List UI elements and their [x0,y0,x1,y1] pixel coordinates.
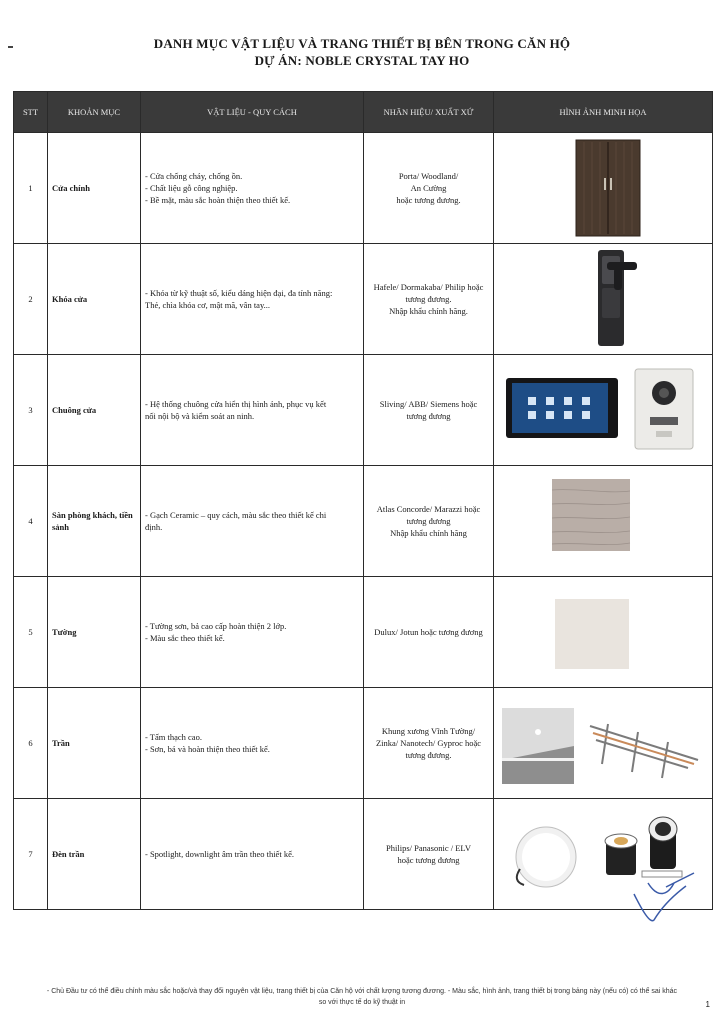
material-line: - Hệ thống chuông cửa hiển thị hình ảnh, phục vụ kết [145,398,327,409]
project-title: DỰ ÁN: NOBLE CRYSTAL TAY HO [254,53,470,68]
row-item: Khóa cửa [48,244,141,355]
row-item: Cửa chính [48,133,141,244]
header-brand: NHÃN HIỆU/ XUẤT XỨ [364,92,494,133]
brand-line: Porta/ Woodland/ [398,170,459,181]
material-line: - Bề mặt, màu sắc hoàn thiện theo thiết kế. [145,195,291,206]
row-image [494,577,713,688]
table-row [14,244,713,355]
row-item: Trần [48,688,141,799]
row-brand [364,688,494,799]
footer-note [0,986,724,1008]
brand-line: tương đương [406,411,451,421]
material-line: - Tấm thạch cao. [145,731,202,742]
row-material [141,244,364,355]
row-item: Tường [48,577,141,688]
brand-line: Philips/ Panasonic / ELV [386,842,471,853]
digital-lock-image [498,244,708,354]
table-row [14,577,713,688]
table-row [14,355,713,466]
row-stt: 2 [14,244,48,355]
brand-line: hoặc tương đương [397,855,460,865]
row-material [141,577,364,688]
material-line: nối nội bộ và kiểm soát an ninh. [145,411,255,421]
row-item: Sàn phòng khách, tiền sảnh [48,466,141,577]
row-stt: 6 [14,688,48,799]
table-row [14,799,713,910]
brand-line: An Cường [410,182,447,193]
row-item: Đèn trần [48,799,141,910]
table-row [14,466,713,577]
materials-table [13,91,713,910]
footer-line-1: - Chủ Đầu tư có thể điều chỉnh màu sắc hoặc/và thay đổi nguyên vật liệu, trang thiết bị của Căn hộ với chất lượng tương đương. - Màu sắc, hình ảnh, trang thiết bị trong bảng này (nếu có) có thể sai khác [46,988,678,995]
material-line: Thẻ, chìa khóa cơ, mật mã, vân tay... [145,300,271,310]
table-row [14,688,713,799]
material-line: - Gạch Ceramic – quy cách, màu sắc theo thiết kế chi [145,509,327,520]
brand-line: Sliving/ ABB/ Siemens hoặc [379,398,478,409]
page-number: 1 [705,1000,710,1009]
video-doorbell-image [498,355,708,465]
footer-line-2: so với thực tế do kỹ thuật in [318,999,406,1007]
material-line: - Sơn, bả và hoàn thiện theo thiết kế. [145,744,270,754]
row-material [141,799,364,910]
brand-line: tương đương. [405,750,452,761]
brand-line: tương đương [406,515,451,526]
header-image: HÌNH ẢNH MINH HỌA [494,92,713,133]
row-stt: 1 [14,133,48,244]
signature-mark [630,880,710,930]
row-image [494,244,713,355]
ceramic-tile-image [498,466,708,576]
brand-line: Dulux/ Jotun hoặc tương đương [374,626,483,637]
row-material [141,355,364,466]
document-title: DANH MỤC VẬT LIỆU VÀ TRANG THIẾT BỊ BÊN TRONG CĂN HỘ [153,36,571,51]
header-stt: STT [14,92,48,133]
row-stt: 5 [14,577,48,688]
brand-line: Zinka/ Nanotech/ Gyproc hoặc [375,737,482,748]
row-image [494,688,713,799]
material-line: - Cửa chống cháy, chống ồn. [145,170,243,181]
brand-line: Nhập khẩu chính hãng. [389,306,468,317]
material-line: - Tường sơn, bả cao cấp hoàn thiện 2 lớp. [145,620,287,631]
brand-line: Atlas Concorde/ Marazzi hoặc [376,503,481,514]
ceiling-image [498,688,708,798]
brand-line: tương đương. [405,293,452,304]
row-image [494,466,713,577]
row-material [141,466,364,577]
row-brand [364,577,494,688]
material-line: - Khóa từ kỹ thuật số, kiểu dáng hiện đại, đa tính năng: [145,287,333,298]
row-brand [364,355,494,466]
row-brand [364,799,494,910]
row-brand [364,133,494,244]
row-item: Chuông cửa [48,355,141,466]
header-item: KHOẢN MỤC [48,92,141,133]
row-image [494,133,713,244]
brand-line: Hafele/ Dormakaba/ Philip hoặc [373,281,484,292]
material-line: - Chất liệu gỗ công nghiệp. [145,182,238,193]
paint-swatch-image [498,577,708,687]
brand-line: Khung xương Vĩnh Tường/ [381,725,476,736]
row-stt: 7 [14,799,48,910]
material-line: định. [145,522,163,532]
table-header-row [14,92,713,133]
row-brand [364,466,494,577]
brand-line: Nhập khẩu chính hãng [390,528,467,539]
table-row [14,133,713,244]
door-image [498,133,708,243]
material-line: - Spotlight, downlight âm trần theo thiết kế. [145,848,294,859]
row-material [141,688,364,799]
row-material [141,133,364,244]
row-brand [364,244,494,355]
material-line: - Màu sắc theo thiết kế. [145,633,225,643]
row-stt: 3 [14,355,48,466]
row-image [494,355,713,466]
row-stt: 4 [14,466,48,577]
brand-line: hoặc tương đương. [396,195,461,206]
header-material: VẬT LIỆU - QUY CÁCH [141,92,364,133]
